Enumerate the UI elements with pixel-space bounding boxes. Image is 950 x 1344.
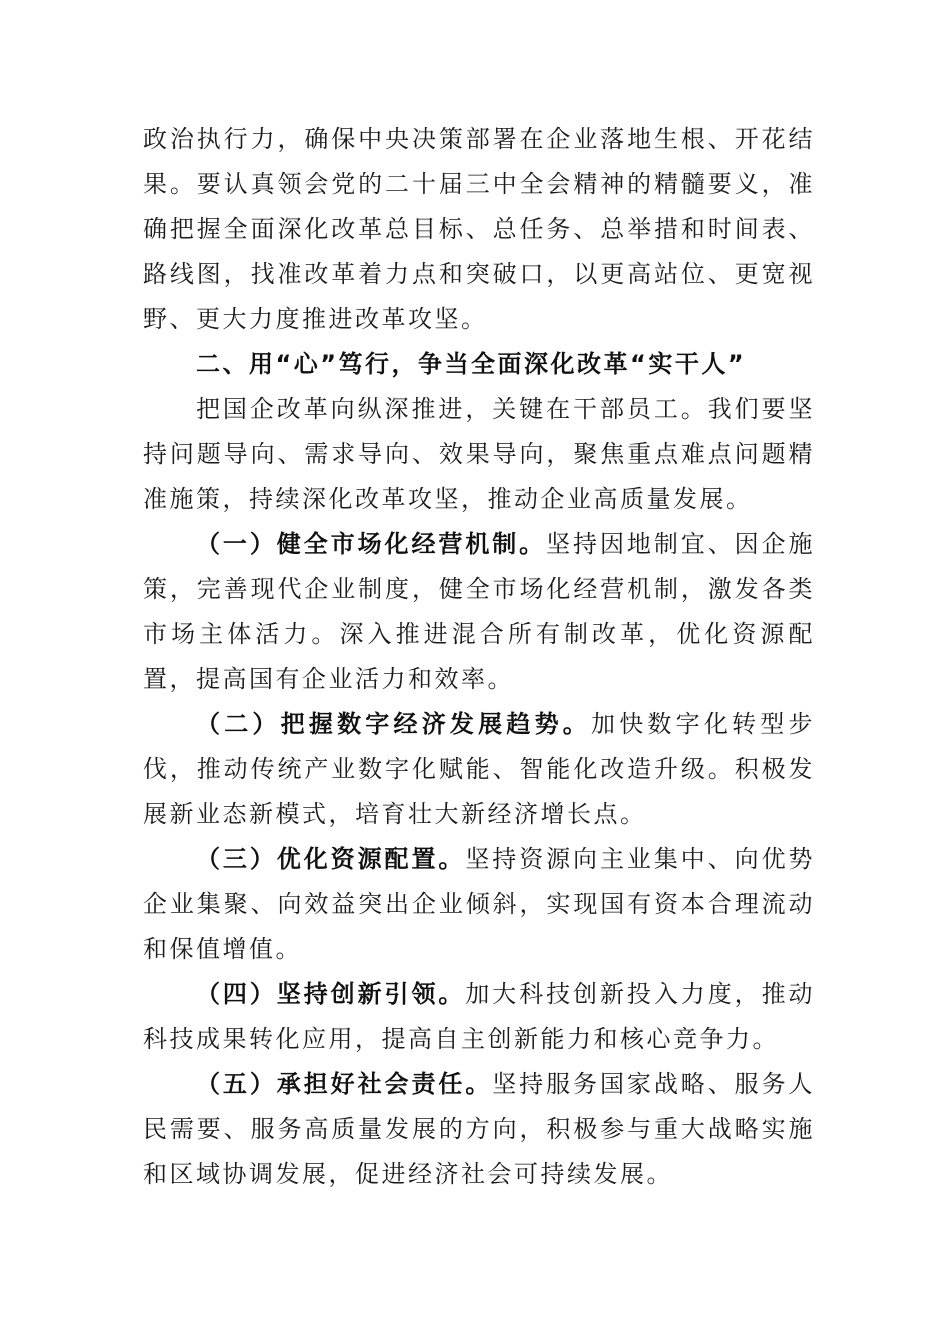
item-paragraph-3 (143, 837, 815, 972)
item-title-3: （三）优化资源配置。 (196, 845, 466, 873)
item-body-5: 坚持服务国家战略、服务人民需要、服务高质量发展的方向，积极参与重大战略实施和区域协调发展，促进经济社会可持续发展。 (143, 1070, 815, 1188)
paragraph-continued: 政治执行力，确保中央决策部署在企业落地生根、开花结果。要认真领会党的二十届三中全会精神的精髓要义，准确把握全面深化改革总目标、总任务、总举措和时间表、路线图，找准改革着力点和突破口，以更高站位、更宽视野、更大力度推进改革攻坚。 (143, 125, 815, 333)
item-title-5: （五）承担好社会责任。 (196, 1070, 493, 1098)
document-body (143, 117, 815, 1197)
intro-paragraph: 把国企改革向纵深推进，关键在干部员工。我们要坚持问题导向、需求导向、效果导向，聚焦重点难点问题精准施策，持续深化改革攻坚，推动企业高质量发展。 (143, 395, 815, 513)
item-body-2: 加快数字化转型步伐，推动传统产业数字化赋能、智能化改造升级。积极发展新业态新模式，培育壮大新经济增长点。 (143, 710, 815, 828)
item-title-4: （四）坚持创新引领。 (196, 980, 466, 1008)
item-paragraph-5 (143, 1062, 815, 1197)
item-paragraph-1 (143, 522, 815, 702)
item-body-1: 坚持因地制宜、因企施策，完善现代企业制度，健全市场化经营机制，激发各类市场主体活力。深入推进混合所有制改革，优化资源配置，提高国有企业活力和效率。 (143, 530, 816, 693)
item-paragraph-2 (143, 702, 815, 837)
item-body-4: 加大科技创新投入力度，推动科技成果转化应用，提高自主创新能力和核心竞争力。 (143, 980, 816, 1053)
item-title-2: （二）把握数字经济发展趋势。 (196, 710, 591, 738)
section-heading: 二、用“心”笃行，争当全面深化改革“实干人” (196, 350, 747, 378)
item-title-1: （一）健全市场化经营机制。 (196, 530, 547, 558)
item-paragraph-4 (143, 972, 815, 1062)
item-body-3: 坚持资源向主业集中、向优势企业集聚、向效益突出企业倾斜，实现国有资本合理流动和保值增值。 (143, 845, 816, 963)
